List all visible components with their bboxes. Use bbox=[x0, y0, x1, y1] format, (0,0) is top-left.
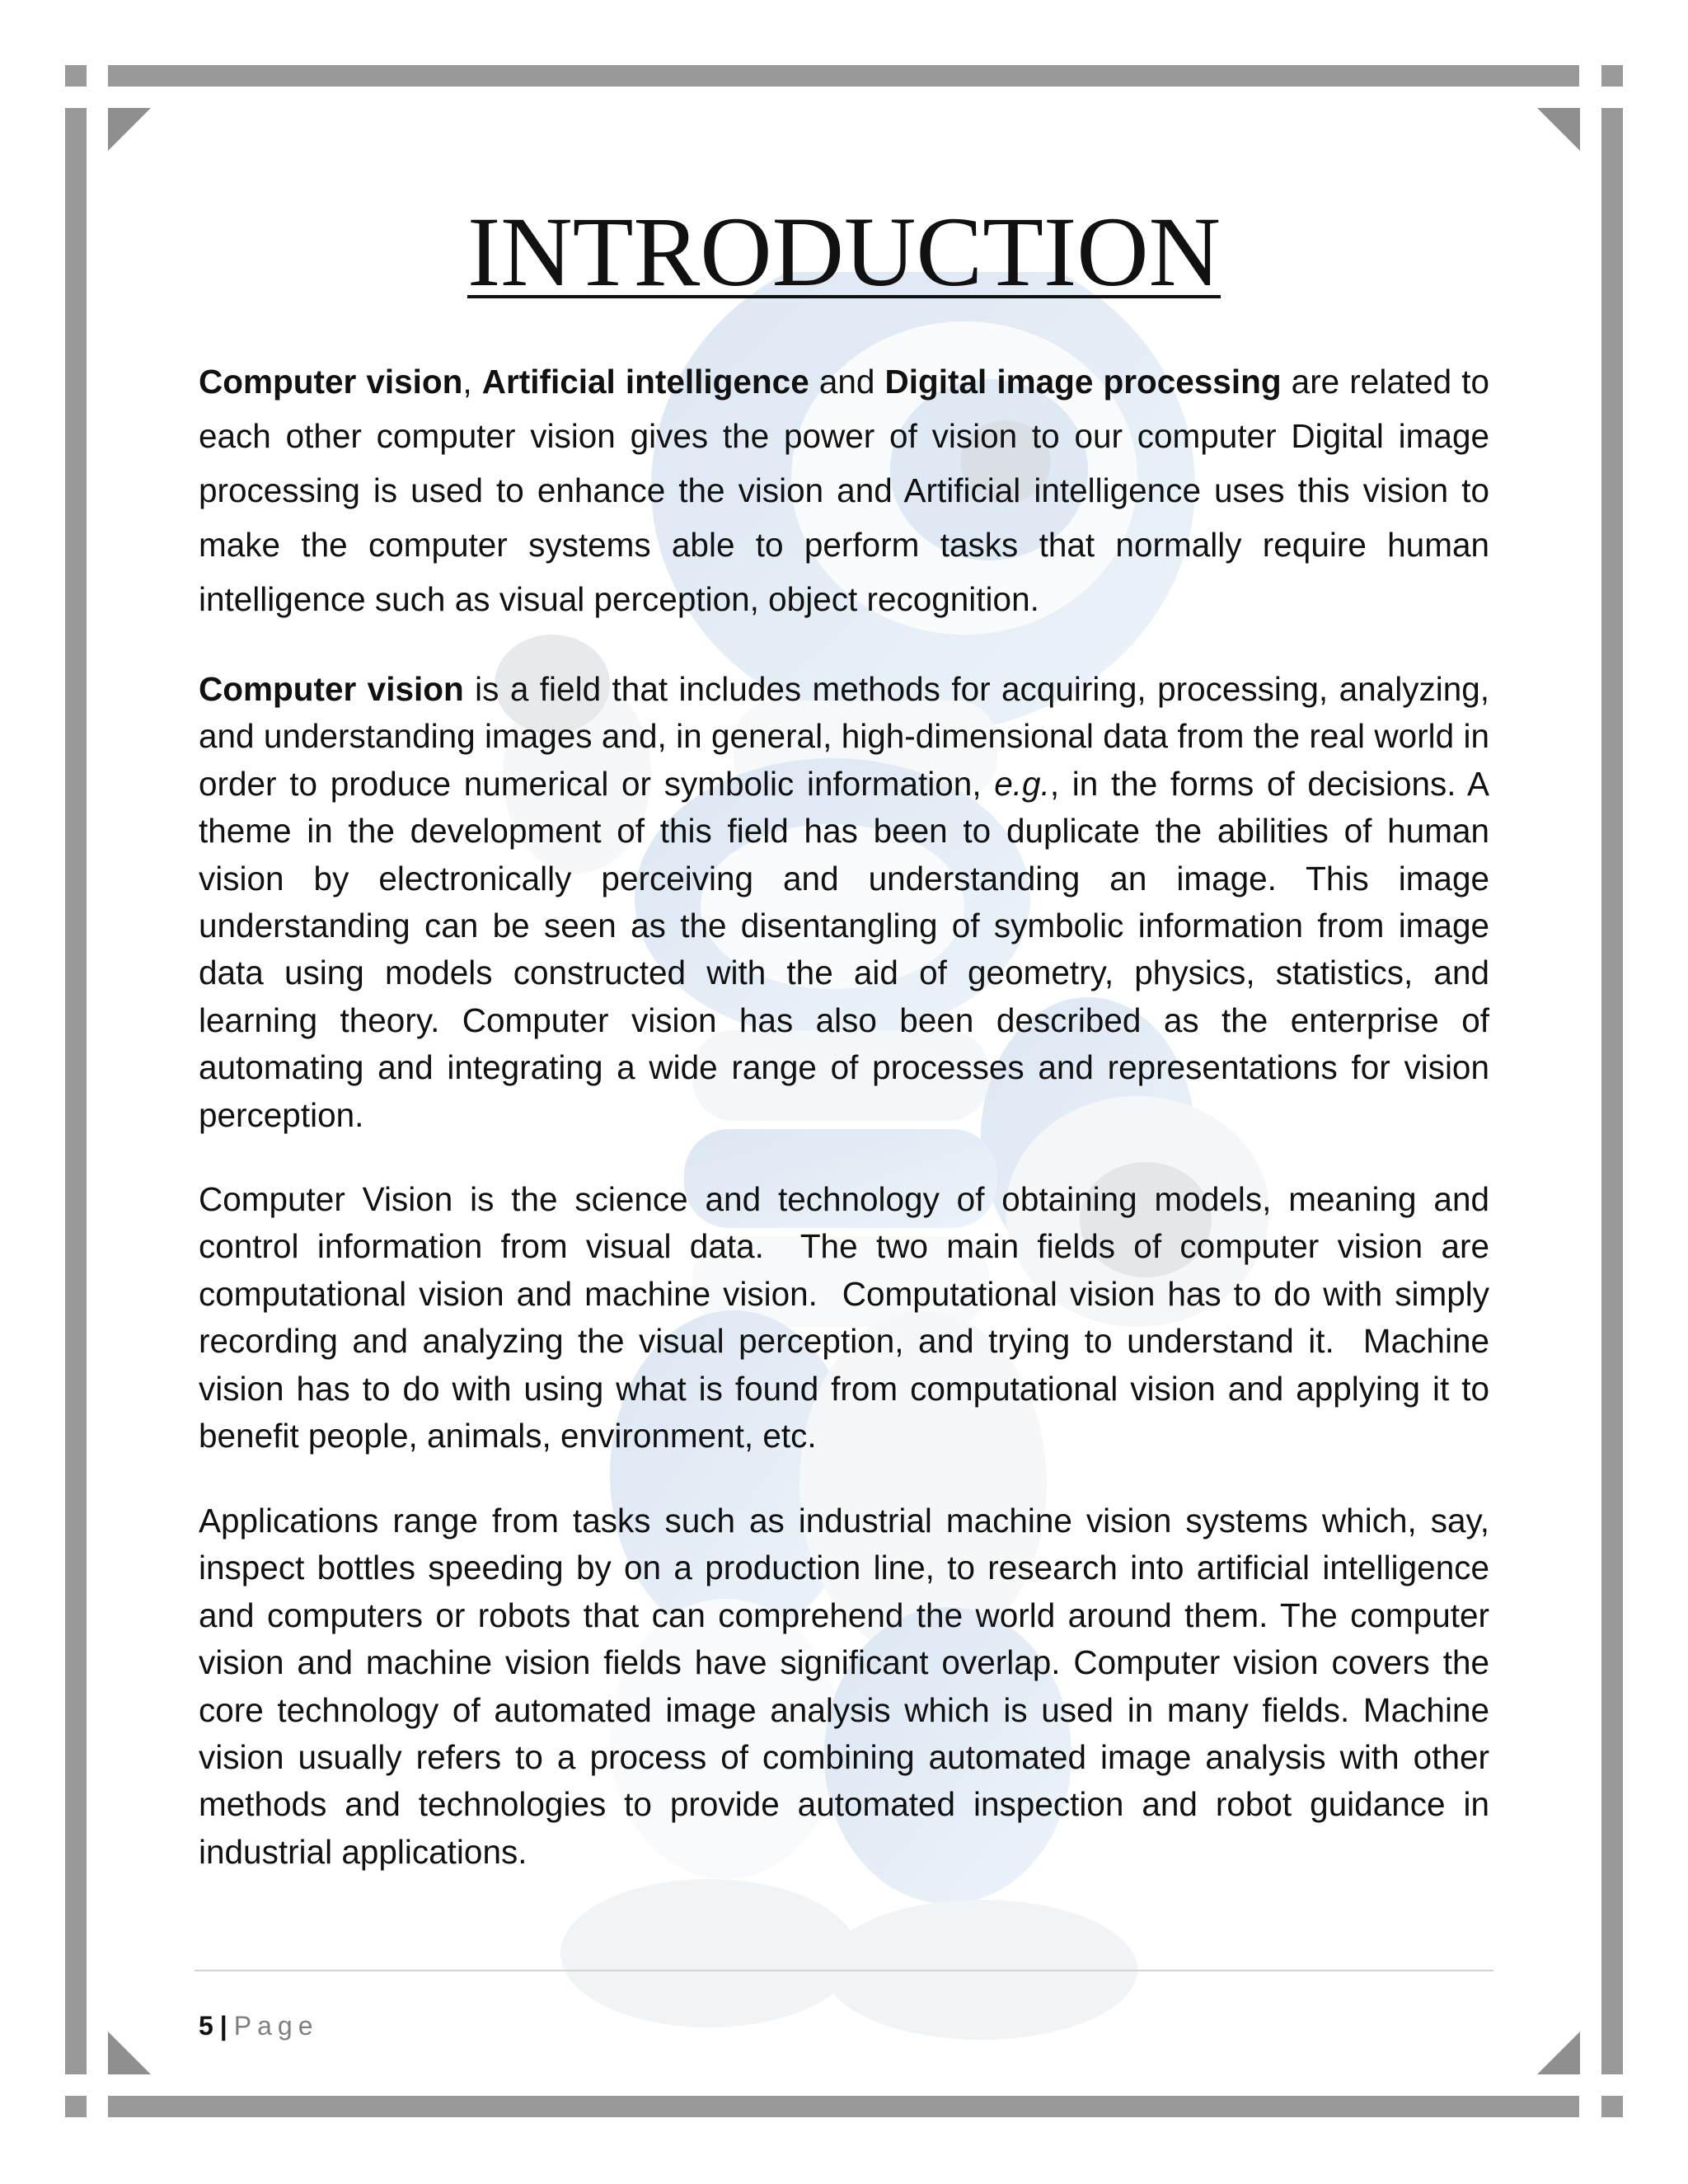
frame-corner-triangle-br bbox=[1537, 2032, 1580, 2074]
paragraph-1-body: are related to each other computer vision gives the power of vision to our computer Digital image processing is used to enhance the vision and Artificial intelligence uses this vision to make the computer systems able to perform tasks that normally require human intelligence such as visual perception, object recognition. bbox=[199, 363, 1490, 618]
page-label: Page bbox=[233, 2011, 319, 2041]
term-artificial-intelligence: Artificial intelligence bbox=[481, 363, 809, 401]
paragraph-2-body-a: is a field that includes methods for acquiring, processing, analyzing, and understanding images and, in general, high-dimensional data from the real world in order to produce numerical or symbolic information, bbox=[199, 670, 1489, 803]
page-number: 5 bbox=[199, 2011, 213, 2041]
frame-corner-triangle-tl bbox=[108, 108, 151, 151]
frame-corner-square-tl bbox=[65, 65, 87, 87]
frame-corner-square-tr bbox=[1601, 65, 1623, 87]
paragraph-3: Computer Vision is the science and technology of obtaining models, meaning and control information from visual data. The two main fields of computer vision are computational vision and machine vision. Computational vision has to do with simply recording and analyzing the visual perception, and trying to understand it. Machine vision has to do with using what is found from computational vision and applying it to benefit people, animals, environment, etc. bbox=[199, 1180, 1499, 1455]
frame-corner-triangle-bl bbox=[108, 2032, 151, 2074]
frame-left-bar bbox=[65, 108, 87, 2074]
page-footer bbox=[199, 2009, 318, 2042]
paragraph-2 bbox=[199, 666, 1489, 1139]
term-computer-vision: Computer vision bbox=[199, 363, 463, 401]
page-title bbox=[0, 194, 1688, 310]
footer-separator: | bbox=[219, 2011, 227, 2041]
eg-abbreviation: e.g. bbox=[994, 764, 1050, 803]
page-title-text: INTRODUCTION bbox=[467, 197, 1221, 307]
term-computer-vision-2: Computer vision bbox=[199, 670, 464, 708]
comma-text: , bbox=[462, 363, 472, 401]
paragraph-4: Applications range from tasks such as industrial machine vision systems which, say, inspect bottles speeding by on a production line, to research into artificial intelligence and computers or robots that can comprehend the world around them. The computer vision and machine vision fields have significant overlap. Computer vision covers the core technology of automated image analysis which is used in many fields. Machine vision usually refers to a process of combining automated image analysis with other methods and technologies to provide automated inspection and robot guidance in industrial applications. bbox=[199, 1502, 1489, 1871]
frame-top-bar bbox=[108, 65, 1579, 87]
paragraph-1 bbox=[199, 354, 1489, 626]
frame-corner-square-bl bbox=[65, 2096, 87, 2117]
frame-right-bar bbox=[1601, 108, 1623, 2074]
paragraph-2-body-b: , in the forms of decisions. A theme in the development of this field has been to duplicate the abilities of human vision by electronically perceiving and understanding an image. This image understanding can be seen as the disentangling of symbolic information from image data using models constructed with the aid of geometry, physics, statistics, and learning theory. Computer vision has also been described as the enterprise of automating and integrating a wide range of processes and representations for vision perception. bbox=[199, 764, 1489, 1134]
frame-corner-triangle-tr bbox=[1537, 108, 1580, 151]
frame-bottom-bar bbox=[108, 2096, 1579, 2117]
footer-divider bbox=[195, 1970, 1493, 1971]
frame-corner-square-br bbox=[1601, 2096, 1623, 2117]
and-text: and bbox=[809, 363, 885, 401]
term-digital-image-processing: Digital image processing bbox=[884, 363, 1282, 401]
